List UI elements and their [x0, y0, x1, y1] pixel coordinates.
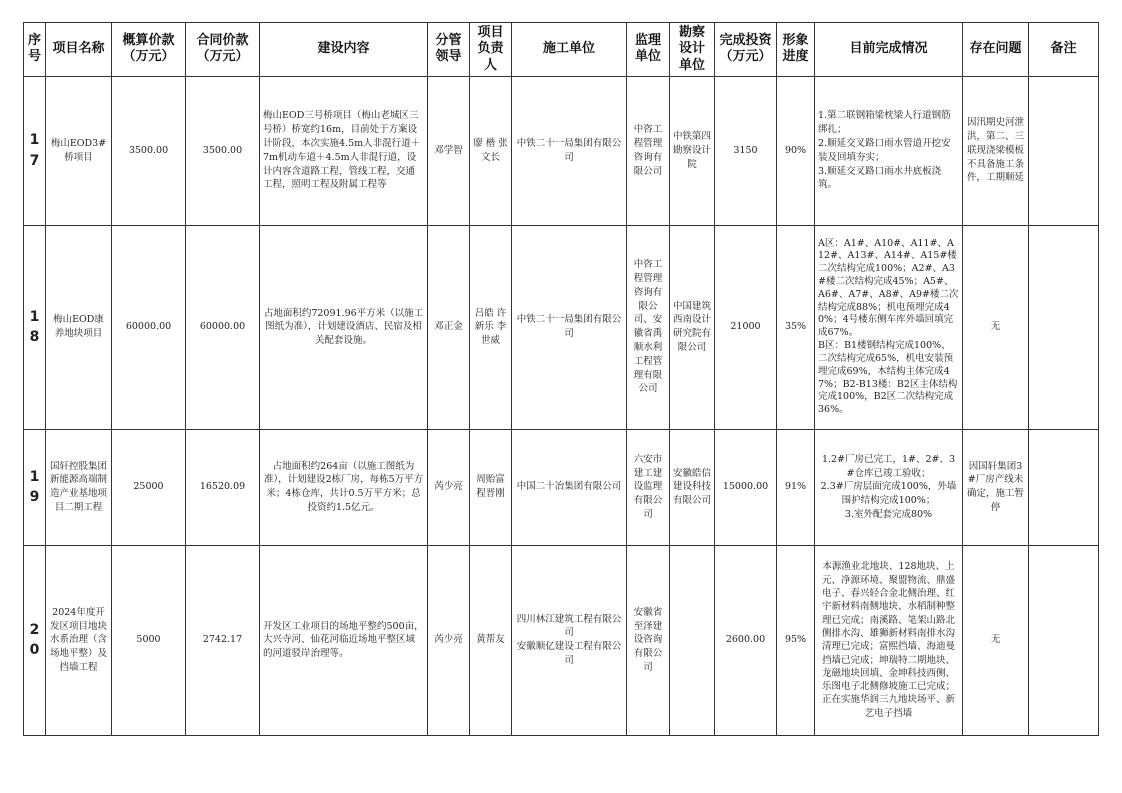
header-row [24, 23, 1099, 77]
row-name: 国轩控股集团新能源高端制造产业基地项目二期工程 [46, 429, 112, 545]
row-status: 1.第二联钢箱梁枕梁人行道钢筋绑扎； 2.顺延交叉路口雨水管道开挖安装及回填夯实； 3.顺延交叉路口雨水井底板浇筑。 [815, 76, 963, 225]
row-budget: 60000.00 [112, 225, 186, 429]
project-progress-table [23, 22, 1099, 736]
row-supervisor: 中咨工程管理咨询有限公司 [627, 76, 670, 225]
row-invest: 15000.00 [715, 429, 777, 545]
row-supervisor: 安徽省至泽建设咨询有限公司 [627, 545, 670, 735]
header-status: 目前完成情况 [815, 23, 963, 77]
row-name: 2024年度开发区项目地块水系治理（含场地平整）及挡墙工程 [46, 545, 112, 735]
row-designer: 安徽皓信建设科技有限公司 [670, 429, 715, 545]
row-status: A区：A1#、A10#、A11#、A12#、A13#、A14#、A15#楼二次结构完成100%；A2#、A3#楼二次结构完成45%；A5#、A6#、A7#、A8#、A9#楼二次结构完成88%；机电预埋完成40%；4号楼东侧车库外墙回填完成67%。 B区：B1楼钢结构完成100%、二次结构完成65%，机电安装预埋完成69%，木结构主体完成47%；B2-B13楼：B2区主体结构完成100%，B2区二次结构完成36%。 [815, 225, 963, 429]
row-supervisor: 中咨工程管理咨询有限公司、安徽省禹顺水利工程管理有限公司 [627, 225, 670, 429]
row-progress: 91% [777, 429, 815, 545]
row-budget: 3500.00 [112, 76, 186, 225]
row-manager: 廖 楷 张文长 [470, 76, 512, 225]
row-status: 本源渔业北地块、128地块、上元、净源环境、聚盟物流、鼎盛电子、春兴轻合金北侧治理、红宇新材料南侧地块、水稻制种整理已完成；南溪路、笔架山路北侧排水沟、雄狮新材料南排水沟清理已完成；富熙挡墙、海迪曼挡墙已完成；坤瑞特二期地块、龙磁地块回填、金坤科技西侧、乐图电子北侧修坡施工已完成；正在实施华润三九地块场平、新艺电子挡墙 [815, 545, 963, 735]
row-content: 占地面积约72091.96平方米（以施工图纸为准），计划建设酒店、民宿及相关配套设施。 [260, 225, 428, 429]
row-issues: 无 [963, 225, 1029, 429]
row-progress: 95% [777, 545, 815, 735]
row-manager: 吕皓 许新乐 李世威 [470, 225, 512, 429]
row-constructor: 四川林江建筑工程有限公司 安徽顺亿建设工程有限公司 [512, 545, 627, 735]
table-row [24, 76, 1099, 225]
row-designer: 中国建筑西南设计研究院有限公司 [670, 225, 715, 429]
row-seq: 17 [24, 76, 46, 225]
header-name: 项目名称 [46, 23, 112, 77]
row-leader: 芮少亮 [428, 429, 470, 545]
header-constructor: 施工单位 [512, 23, 627, 77]
row-invest: 2600.00 [715, 545, 777, 735]
row-designer: 中铁第四勘察设计院 [670, 76, 715, 225]
header-budget: 概算价款（万元） [112, 23, 186, 77]
row-invest: 3150 [715, 76, 777, 225]
row-seq: 18 [24, 225, 46, 429]
row-name: 梅山EOD康养地块项目 [46, 225, 112, 429]
row-issues: 因汛期史河泄洪，第二、三联现浇梁模板不具备施工条件，工期顺延 [963, 76, 1029, 225]
header-invest: 完成投资（万元） [715, 23, 777, 77]
row-leader: 邓学智 [428, 76, 470, 225]
header-remarks: 备注 [1029, 23, 1099, 77]
header-seq: 序号 [24, 23, 46, 77]
row-seq: 20 [24, 545, 46, 735]
row-budget: 25000 [112, 429, 186, 545]
row-issues: 无 [963, 545, 1029, 735]
row-status: 1.2#厂房已完工，1#、2#、3#仓库已竣工验收； 2.3#厂房层面完成100%，外墙围护结构完成100%； 3.室外配套完成80% [815, 429, 963, 545]
row-contract: 60000.00 [186, 225, 260, 429]
header-issues: 存在问题 [963, 23, 1029, 77]
row-issues: 因国轩集团3#厂房产线未确定，施工暂停 [963, 429, 1029, 545]
row-supervisor: 六安市建工建设监理有限公司 [627, 429, 670, 545]
row-constructor: 中铁二十一局集团有限公司 [512, 225, 627, 429]
row-constructor: 中铁二十一局集团有限公司 [512, 76, 627, 225]
row-contract: 3500.00 [186, 76, 260, 225]
row-contract: 16520.09 [186, 429, 260, 545]
header-contract: 合同价款（万元） [186, 23, 260, 77]
row-budget: 5000 [112, 545, 186, 735]
row-progress: 35% [777, 225, 815, 429]
row-leader: 邓正金 [428, 225, 470, 429]
row-name: 梅山EOD3#桥项目 [46, 76, 112, 225]
header-leader: 分管领导 [428, 23, 470, 77]
row-content: 占地面积约264亩（以施工图纸为准），计划建设2栋厂房，每栋5万平方米；4栋仓库，共计0.5万平方米；总投资约1.5亿元。 [260, 429, 428, 545]
row-remarks [1029, 429, 1099, 545]
row-constructor: 中国二十冶集团有限公司 [512, 429, 627, 545]
row-content: 梅山EOD三号桥项目（梅山老城区三号桥）桥宽约16m，目前处于方案设计阶段，本次实施4.5m人非混行道＋7m机动车道＋4.5m人非混行道，设计内容含道路工程，管线工程，交通工程，照明工程及附属工程等 [260, 76, 428, 225]
row-content: 开发区工业项目的场地平整约500亩，大兴寺河、仙花河临近场地平整区域的河道驳岸治理等。 [260, 545, 428, 735]
row-seq: 19 [24, 429, 46, 545]
row-designer [670, 545, 715, 735]
header-content: 建设内容 [260, 23, 428, 77]
row-invest: 21000 [715, 225, 777, 429]
row-progress: 90% [777, 76, 815, 225]
header-progress: 形象进度 [777, 23, 815, 77]
header-designer: 勘察设计单位 [670, 23, 715, 77]
header-manager: 项目负责人 [470, 23, 512, 77]
row-manager: 黄帮友 [470, 545, 512, 735]
table-row [24, 429, 1099, 545]
row-leader: 芮少亮 [428, 545, 470, 735]
project-table-sheet [23, 22, 1098, 736]
row-remarks [1029, 545, 1099, 735]
row-contract: 2742.17 [186, 545, 260, 735]
table-row [24, 225, 1099, 429]
header-supervisor: 监理单位 [627, 23, 670, 77]
row-manager: 周贻富 程晋刚 [470, 429, 512, 545]
row-remarks [1029, 225, 1099, 429]
row-remarks [1029, 76, 1099, 225]
table-row [24, 545, 1099, 735]
